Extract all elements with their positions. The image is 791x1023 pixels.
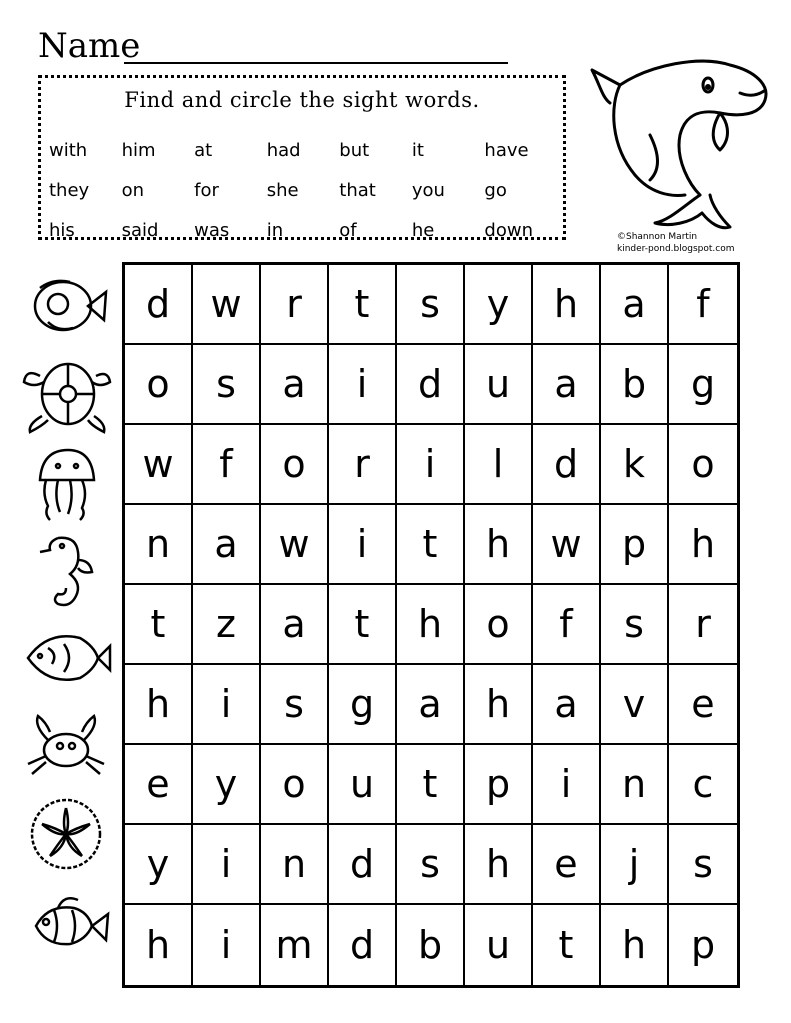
sight-word: have [484,139,529,161]
grid-letter[interactable]: e [533,825,601,905]
grid-letter[interactable]: n [601,745,669,825]
credit-author: ©Shannon Martin [617,232,698,242]
grid-letter[interactable]: e [669,665,737,745]
grid-letter[interactable]: f [193,425,261,505]
grid-letter[interactable]: p [465,745,533,825]
sight-word: she [266,179,299,201]
sight-word: at [194,139,213,161]
grid-letter[interactable]: g [669,345,737,425]
grid-letter[interactable]: f [669,265,737,345]
grid-letter[interactable]: h [397,585,465,665]
grid-letter[interactable]: z [193,585,261,665]
jellyfish-icon [18,442,112,522]
word-search-grid [122,262,740,988]
grid-letter[interactable]: n [261,825,329,905]
sight-word: it [411,139,424,161]
grid-letter[interactable]: n [125,505,193,585]
grid-letter[interactable]: s [397,825,465,905]
sight-word: was [194,219,230,241]
name-field[interactable] [38,22,508,70]
grid-letter[interactable]: h [669,505,737,585]
fish-icon [18,266,112,346]
grid-letter[interactable]: j [601,825,669,905]
sight-word: of [339,219,357,241]
grid-letter[interactable]: y [193,745,261,825]
grid-letter[interactable]: p [690,923,716,967]
credit-url: kinder-pond.blogspot.com [617,244,735,254]
grid-letter[interactable]: r [669,585,737,665]
grid-letter[interactable]: p [601,505,669,585]
turtle-icon [18,354,112,434]
grid-letter[interactable]: w [533,505,601,585]
grid-letter[interactable]: a [533,665,601,745]
grid-letter[interactable]: b [601,345,669,425]
grid-letter[interactable]: d [329,825,397,905]
grid-letter[interactable]: h [125,905,193,985]
grid-letter[interactable]: w [261,505,329,585]
sight-word: on [121,179,144,201]
crab-icon [18,706,112,786]
grid-letter[interactable]: i [533,745,601,825]
grid-letter[interactable]: h [533,265,601,345]
grid-letter[interactable]: s [261,665,329,745]
grid-letter[interactable]: r [329,425,397,505]
sight-word-box [38,75,566,240]
grid-letter[interactable]: a [261,345,329,425]
grid-letter[interactable]: d [533,425,601,505]
grid-letter[interactable]: r [261,265,329,345]
grid-letter[interactable]: t [125,585,193,665]
grid-letter[interactable]: s [669,825,737,905]
grid-letter[interactable]: i [329,505,397,585]
dolphin-icon [580,45,780,235]
grid-letter[interactable]: u [329,745,397,825]
grid-letter[interactable]: m [261,905,329,985]
grid-letter[interactable]: t [533,905,601,985]
grid-letter[interactable]: v [601,665,669,745]
sight-word: you [411,179,445,201]
grid-letter[interactable]: d [125,265,193,345]
grid-letter[interactable]: t [329,265,397,345]
grid-letter[interactable]: t [397,745,465,825]
grid-letter[interactable]: u [465,345,533,425]
grid-letter[interactable]: s [193,345,261,425]
sight-word: him [121,139,156,161]
seahorse-icon [18,530,112,610]
sight-word: that [339,179,376,201]
grid-letter[interactable]: k [601,425,669,505]
grid-letter[interactable]: h [125,665,193,745]
grid-letter[interactable]: b [397,905,465,985]
grid-letter[interactable]: d [397,345,465,425]
grid-letter[interactable]: o [261,425,329,505]
angelfish-icon [18,618,112,698]
sight-word: had [266,139,301,161]
grid-letter[interactable]: t [397,505,465,585]
grid-letter[interactable]: l [465,425,533,505]
grid-letter[interactable]: h [465,825,533,905]
grid-letter[interactable]: y [465,265,533,345]
grid-letter[interactable]: o [125,345,193,425]
grid-letter[interactable]: w [193,265,261,345]
sight-word: down [484,219,533,241]
grid-letter[interactable]: i [329,345,397,425]
grid-letter[interactable]: f [533,585,601,665]
name-line[interactable] [124,62,508,64]
grid-letter[interactable]: a [601,265,669,345]
sight-word-list [49,130,557,250]
sight-word: he [411,219,435,241]
grid-letter[interactable]: a [533,345,601,425]
grid-letter[interactable]: h [601,905,669,985]
credit [617,231,735,255]
grid-letter[interactable]: a [397,665,465,745]
instructions: Find and circle the sight words. [124,88,480,112]
grid-letter[interactable]: h [465,665,533,745]
grid-letter[interactable]: i [397,425,465,505]
grid-letter[interactable]: a [261,585,329,665]
grid-letter[interactable]: g [329,665,397,745]
grid-letter[interactable]: e [125,745,193,825]
sight-word: they [49,179,90,201]
grid-letter[interactable]: a [193,505,261,585]
sight-word: but [339,139,370,161]
grid-letter[interactable]: s [601,585,669,665]
grid-letter[interactable]: i [193,825,261,905]
clownfish-icon [18,882,112,962]
grid-letter[interactable]: h [465,505,533,585]
grid-letter[interactable]: i [193,665,261,745]
sight-word: in [266,219,284,241]
name-label: Name [38,26,141,66]
grid-letter[interactable]: u [465,905,533,985]
sight-word: his [49,219,75,241]
grid-letter[interactable]: i [193,905,261,985]
grid-letter[interactable]: d [329,905,397,985]
sand-dollar-icon [18,794,112,874]
grid-letter[interactable]: o [465,585,533,665]
sight-word: go [484,179,507,201]
sight-word: with [49,139,88,161]
grid-letter[interactable]: y [125,825,193,905]
grid-letter[interactable]: o [669,425,737,505]
sight-word: for [194,179,219,201]
sight-word: said [121,219,159,241]
grid-letter[interactable]: o [261,745,329,825]
grid-letter[interactable]: w [125,425,193,505]
grid-letter[interactable]: c [669,745,737,825]
grid-letter[interactable]: s [397,265,465,345]
grid-letter[interactable]: t [329,585,397,665]
